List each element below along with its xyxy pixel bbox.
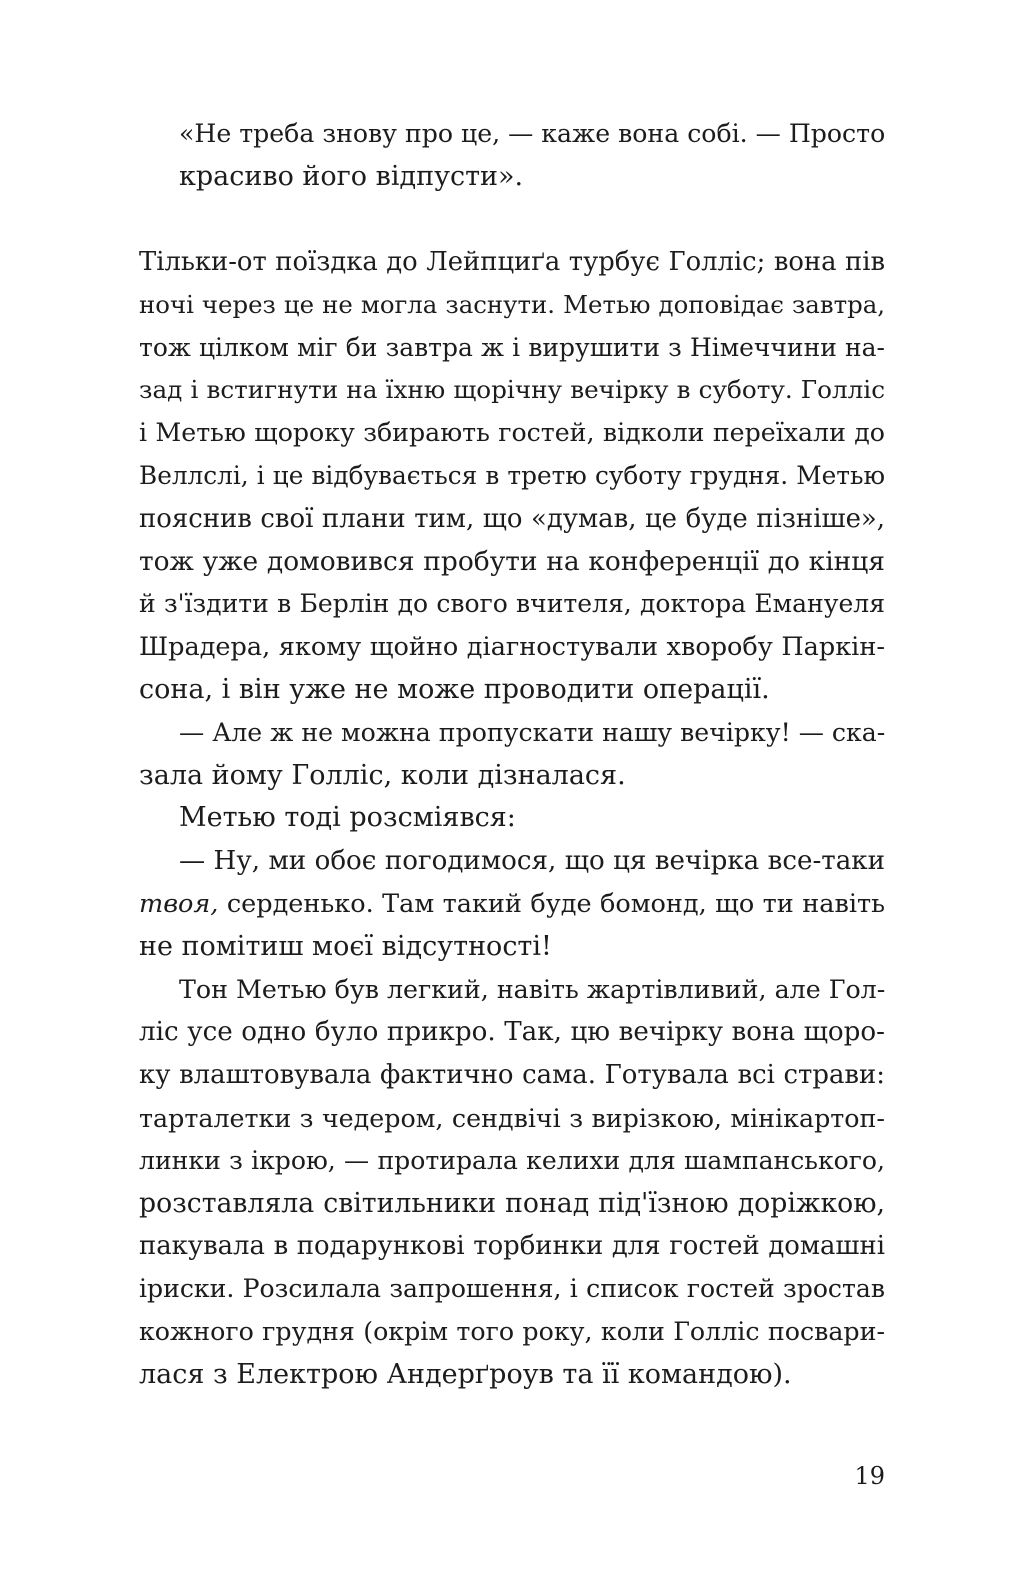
text-line: пояснив свої плани тим, що «думав, це буде пізніше», — [139, 503, 885, 534]
italic-word: твоя, — [139, 888, 219, 919]
text-line: тарталетки з чедером, сендвічі з вирізкою, мінікартоп- — [139, 1102, 885, 1133]
text-line: — Ну, ми обоє погодимося, що ця вечірка все-таки — [179, 846, 885, 877]
text-line: Тон Метью був легкий, навіть жартівливий, але Гол- — [179, 974, 886, 1004]
text-line: ліс усе одно було прикро. Так, цю вечірку вона щоро- — [139, 1017, 885, 1048]
main-text — [139, 241, 885, 1397]
opening-paragraph — [139, 113, 885, 199]
page-number: 19 — [854, 1462, 885, 1490]
text-line: зад і встигнути на їхню щорічну вечірку в суботу. Голліс — [139, 375, 885, 405]
text-line: сона, і він уже не може проводити операції. — [139, 673, 770, 705]
text-line: і Метью щороку збирають гостей, відколи переїхали до — [139, 418, 885, 448]
text-fragment: серденько. Там такий буде бомонд, що ти навіть — [218, 888, 885, 919]
text-line: Шрадера, якому щойно діагностували хворобу Паркін- — [139, 632, 885, 663]
text-line: Веллслі, і це відбувається в третю суботу грудня. Метью — [139, 460, 885, 490]
text-line: розставляла світильники понад під'їзною доріжкою, — [139, 1187, 885, 1219]
text-line: й з'їздити в Берлін до свого вчителя, доктора Емануеля — [139, 589, 885, 619]
text-line: кожного грудня (окрім того року, коли Голліс посвари- — [139, 1316, 885, 1346]
text-line: ку влаштовувала фактично сама. Готувала всі страви: — [139, 1060, 885, 1091]
text-line: ночі через це не могла заснути. Метью доповідає завтра, — [139, 289, 885, 319]
text-line: линки з ікрою, — протирала келихи для шампанського, — [139, 1145, 885, 1175]
text-line: не помітиш моєї відсутності! — [139, 930, 552, 962]
text-line: тож уже домовився пробути на конференції до кінця — [139, 545, 885, 577]
text-line: красиво його відпусти». — [179, 160, 524, 192]
text-line: Тільки-от поїздка до Лейпциґа турбує Голліс; вона пів — [139, 247, 885, 277]
text-line: тож цілком міг би завтра ж і вирушити з Німеччини на- — [139, 332, 885, 362]
text-line — [139, 883, 885, 926]
text-line: Метью тоді розсміявся: — [179, 802, 516, 834]
text-line: пакувала в подарункові торбинки для гостей домашні — [139, 1231, 885, 1262]
text-line: — Але ж не можна пропускати нашу вечірку! — ска- — [179, 717, 886, 747]
text-line: іриски. Розсилала запрошення, і список гостей зростав — [139, 1274, 885, 1304]
text-line: лася з Електрою Андерґроув та її командою). — [139, 1358, 792, 1390]
text-line: «Не треба знову про це, — каже вона собі. — Просто — [179, 119, 886, 148]
text-line: зала йому Голліс, коли дізналася. — [139, 759, 626, 791]
